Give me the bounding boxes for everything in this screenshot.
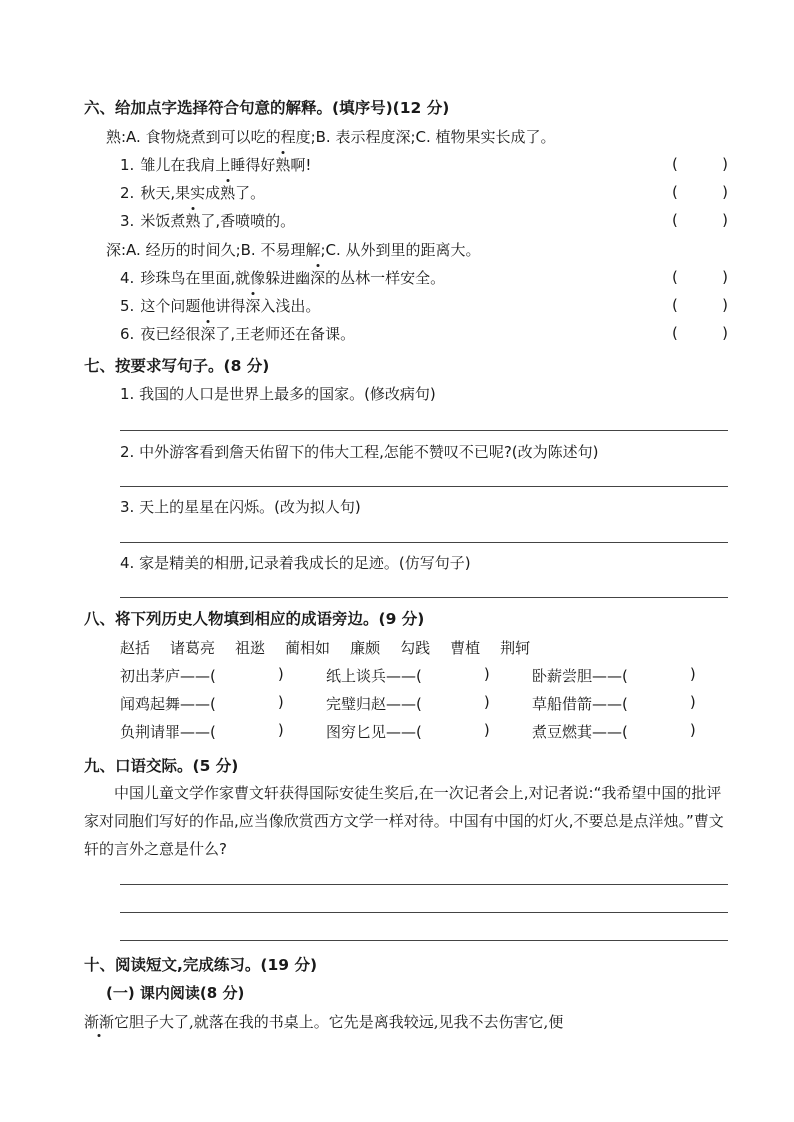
sentence-text: 了,香喷喷的。 bbox=[200, 212, 296, 230]
sentence-text: 了。 bbox=[235, 184, 266, 202]
answer-line[interactable] bbox=[120, 486, 728, 487]
choice-item bbox=[120, 324, 355, 344]
close-paren: ) bbox=[722, 183, 728, 201]
rewrite-item-4: 4. 家是精美的相册,记录着我成长的足迹。(仿写句子) bbox=[120, 554, 471, 572]
shen-definitions: 深:A. 经历的时间久;B. 不易理解;C. 从外到里的距离大。 bbox=[106, 241, 481, 259]
choice-item bbox=[120, 155, 311, 175]
sentence-text: 秋天,果实成 bbox=[140, 184, 221, 202]
sub-section-title: (一) 课内阅读(8 分) bbox=[106, 984, 245, 1002]
idiom-cell[interactable]: 卧薪尝胆——( ) bbox=[532, 665, 696, 685]
sentence-text: 啊! bbox=[290, 156, 312, 174]
shu-definitions: 熟:A. 食物烧煮到可以吃的程度;B. 表示程度深;C. 植物果实长成了。 bbox=[106, 128, 556, 146]
item-number: 2. bbox=[120, 184, 135, 202]
oral-communication-passage: 中国儿童文学作家曹文轩获得国际安徒生奖后,在一次记者会上,对记者说:“我希望中国的批评家对同胞们写好的作品,应当像欣赏西方文学一样对待。中国有中国的灯火,不要总是点洋烛。”曹文轩的言外之意是什么? bbox=[84, 784, 724, 858]
choice-item bbox=[120, 268, 445, 288]
sentence-text: 这个问题他讲得 bbox=[140, 297, 246, 315]
sentence-text: 了,王老师还在备课。 bbox=[215, 325, 356, 343]
name-item: 曹植 bbox=[450, 639, 481, 657]
rewrite-item-2: 2. 中外游客看到詹天佑留下的伟大工程,怎能不赞叹不已呢?(改为陈述句) bbox=[120, 443, 599, 461]
idiom-cell[interactable]: 完璧归赵——( ) bbox=[326, 693, 490, 713]
dotted-character: 深 bbox=[200, 325, 216, 343]
choice-item bbox=[120, 296, 320, 316]
item-number: 5. bbox=[120, 297, 135, 315]
name-item: 蔺相如 bbox=[285, 639, 331, 657]
section-7-title: 七、按要求写句子。(8 分) bbox=[84, 357, 270, 375]
idiom-cell[interactable]: 负荆请罪——( ) bbox=[120, 721, 284, 741]
sentence-text: 雏儿在我肩上睡得好 bbox=[140, 156, 276, 174]
name-item: 廉颇 bbox=[350, 639, 381, 657]
answer-line[interactable] bbox=[120, 940, 728, 941]
name-item: 赵括 bbox=[120, 639, 151, 657]
sentence-text: 的丛林一样安全。 bbox=[325, 269, 446, 287]
idiom-row bbox=[120, 693, 732, 714]
answer-parentheses[interactable] bbox=[672, 296, 728, 314]
answer-parentheses[interactable] bbox=[672, 268, 728, 286]
idiom-cell[interactable]: 草船借箭——( ) bbox=[532, 693, 696, 713]
idiom-cell[interactable]: 纸上谈兵——( ) bbox=[326, 665, 490, 685]
close-paren: ) bbox=[722, 324, 728, 342]
dotted-character: 深 bbox=[310, 269, 326, 287]
answer-line[interactable] bbox=[120, 430, 728, 431]
section-6-title: 六、给加点字选择符合句意的解释。(填序号)(12 分) bbox=[84, 99, 450, 117]
answer-parentheses[interactable] bbox=[672, 183, 728, 201]
choice-item bbox=[120, 183, 265, 203]
open-paren: ( bbox=[672, 324, 678, 342]
open-paren: ( bbox=[672, 211, 678, 229]
dotted-character: 熟 bbox=[275, 156, 291, 174]
idiom-cell[interactable]: 闻鸡起舞——( ) bbox=[120, 693, 284, 713]
name-item: 诸葛亮 bbox=[170, 639, 216, 657]
sentence-text: 入浅出。 bbox=[260, 297, 321, 315]
dotted-character: 熟 bbox=[185, 212, 201, 230]
answer-parentheses[interactable] bbox=[672, 155, 728, 173]
item-number: 4. bbox=[120, 269, 135, 287]
reading-passage-line: 渐渐它胆子大了,就落在我的书桌上。它先是离我较远,见我不去伤害它,便 bbox=[84, 1013, 564, 1031]
name-item: 祖逖 bbox=[235, 639, 266, 657]
close-paren: ) bbox=[722, 211, 728, 229]
dotted-character: 熟 bbox=[220, 184, 236, 202]
close-paren: ) bbox=[722, 296, 728, 314]
sentence-text: 米饭煮 bbox=[140, 212, 186, 230]
answer-line[interactable] bbox=[120, 884, 728, 885]
name-item: 勾践 bbox=[400, 639, 431, 657]
open-paren: ( bbox=[672, 155, 678, 173]
idiom-row bbox=[120, 665, 732, 686]
item-number: 6. bbox=[120, 325, 135, 343]
section-9-title: 九、口语交际。(5 分) bbox=[84, 757, 239, 775]
section-10-title: 十、阅读短文,完成练习。(19 分) bbox=[84, 956, 318, 974]
idiom-cell[interactable]: 图穷匕见——( ) bbox=[326, 721, 490, 741]
idiom-row bbox=[120, 721, 732, 742]
answer-parentheses[interactable] bbox=[672, 324, 728, 342]
open-paren: ( bbox=[672, 183, 678, 201]
sentence-text: 珍珠鸟在里面,就像躲进幽 bbox=[140, 269, 311, 287]
item-number: 3. bbox=[120, 212, 135, 230]
idiom-cell[interactable]: 煮豆燃萁——( ) bbox=[532, 721, 696, 741]
idiom-cell[interactable]: 初出茅庐——( ) bbox=[120, 665, 284, 685]
item-number: 1. bbox=[120, 156, 135, 174]
answer-line[interactable] bbox=[120, 912, 728, 913]
open-paren: ( bbox=[672, 268, 678, 286]
close-paren: ) bbox=[722, 155, 728, 173]
rewrite-item-1: 1. 我国的人口是世界上最多的国家。(修改病句) bbox=[120, 385, 436, 403]
name-item: 荆轲 bbox=[500, 639, 531, 657]
section-8-title: 八、将下列历史人物填到相应的成语旁边。(9 分) bbox=[84, 610, 425, 628]
choice-item bbox=[120, 211, 295, 231]
close-paren: ) bbox=[722, 268, 728, 286]
answer-line[interactable] bbox=[120, 597, 728, 598]
answer-parentheses[interactable] bbox=[672, 211, 728, 229]
rewrite-item-3: 3. 天上的星星在闪烁。(改为拟人句) bbox=[120, 498, 361, 516]
historical-names-list bbox=[120, 637, 550, 658]
open-paren: ( bbox=[672, 296, 678, 314]
sentence-text: 夜已经很 bbox=[140, 325, 201, 343]
dotted-character: 深 bbox=[245, 297, 261, 315]
answer-line[interactable] bbox=[120, 542, 728, 543]
